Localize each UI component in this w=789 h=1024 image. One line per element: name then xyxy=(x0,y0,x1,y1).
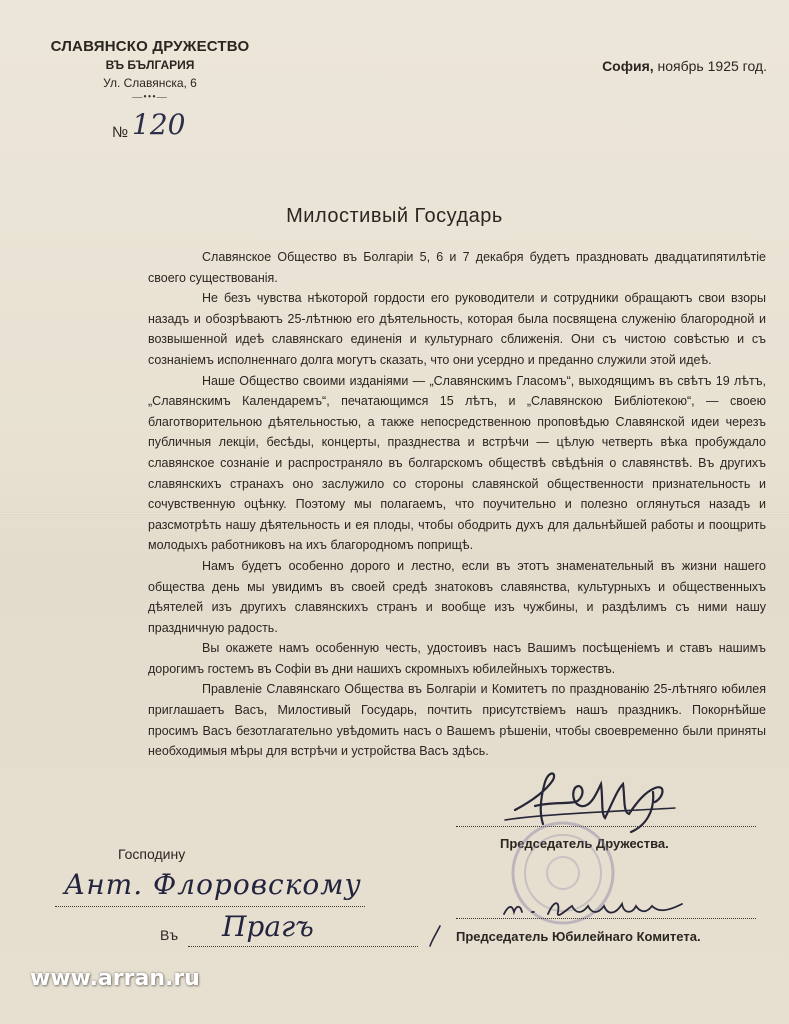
pen-mark xyxy=(426,924,446,948)
recipient-city-line xyxy=(188,946,418,947)
org-country: ВЪ БЪЛГАРИЯ xyxy=(105,58,195,72)
org-address: Ул. Славянска, 6 xyxy=(103,76,197,90)
recipient-city-label: Въ xyxy=(160,927,179,943)
letterhead-ornament: —•••— xyxy=(132,92,168,103)
paragraph: Наше Общество своими изданіями — „Славянскимъ Гласомъ“, выходящимъ въ свѣтъ 19 лѣтъ, „Славянскимъ Календаремъ“, печатающимся 15 лѣтъ, и „Славянскою Библіотекою“, — своею благотворительною дѣятельностью, а также непосредственною проповѣдью Славянской идеи черезъ публичныя лекціи, бесѣды, концерты, празднества и встрѣчи — цѣлую четверть вѣка пробуждало славянское сознаніе и распространяло въ болгарскомъ обществѣ свѣдѣнія о славянствѣ. Въ другихъ славянскихъ странахъ оно заслужило со стороны славянской общественности признательность и сочувственную оцѣнку. Поэтому мы полагаемъ, что поучительно и полезно оглянуться назадъ и разсмотрѣть нашу дѣятельность и ея плоды, чтобы ободрить духъ для дальнѣйшей работы и поощрить молодыхъ работниковъ на ихъ благородномъ поприщѣ. xyxy=(148,373,766,553)
site-watermark: www.arran.ru xyxy=(30,966,200,991)
org-name: СЛАВЯНСКО ДРУЖЕСТВО xyxy=(50,38,250,55)
paragraph: Не безъ чувства нѣкоторой гордости его руководители и сотрудники обращаютъ свои взоры назадъ и обозрѣваютъ 25-лѣтнюю его дѣятельность, которая была посвящена служенію благородной и возвышенной идеѣ славянскаго единенія и культурнаго сближенія. Они съ чистою совѣстью и съ сознаніемъ исполненнаго долга могутъ сказать, что они усердно и преданно служили этой идеѣ. xyxy=(148,291,766,367)
recipient-name-line xyxy=(55,906,365,907)
place-date xyxy=(602,58,767,74)
place-city: София, xyxy=(602,58,654,74)
paragraph: Намъ будетъ особенно дорого и лестно, если въ этотъ знаменательный въ жизни нашего общества день мы увидимъ въ своей средѣ знатоковъ славянства, культурныхъ и общественныхъ дѣятелей изъ другихъ славянскихъ странъ и вообще изъ чужбины, и раздѣлимъ съ ними нашу праздничную радость. xyxy=(148,558,766,635)
letter-body xyxy=(148,247,766,762)
recipient-label: Господину xyxy=(118,846,186,862)
reference-number-label: № xyxy=(112,124,129,141)
paragraph: Вы окажете намъ особенную честь, удостоивъ насъ Вашимъ посѣщеніемъ и ставъ нашимъ дорогимъ гостемъ въ Софіи въ дни нашихъ скромныхъ юбилейныхъ торжествъ. xyxy=(148,641,766,676)
recipient-city-handwritten: Прагъ xyxy=(222,910,314,943)
committee-signature-line xyxy=(456,918,756,919)
paragraph: Славянское Общество въ Болгаріи 5, 6 и 7 декабря будетъ праздновать двадцатипятилѣтіе своего существованія. xyxy=(148,250,766,285)
recipient-name-handwritten: Ант. Флоровскому xyxy=(64,868,362,901)
paragraph: Правленіе Славянскаго Общества въ Болгаріи и Комитетъ по празднованію 25-лѣтняго юбилея приглашаетъ Васъ, Милостивый Государь, почтить присутствіемъ нашъ праздникъ. Покорнѣйше просимъ Васъ безотлагательно увѣдомить насъ о Вашемъ рѣшеніи, чтобы своевременно были приняты необходимыя мѣры для встрѣчи и устройства Васъ здѣсь. xyxy=(148,682,766,759)
salutation: Милостивый Государь xyxy=(286,205,503,227)
chairman-title: Председатель Дружества. xyxy=(500,836,669,851)
reference-number-handwritten: 120 xyxy=(132,108,186,141)
committee-chairman-title: Председатель Юбилейнаго Комитета. xyxy=(456,929,701,944)
letter-date: ноябрь 1925 год. xyxy=(657,58,767,74)
